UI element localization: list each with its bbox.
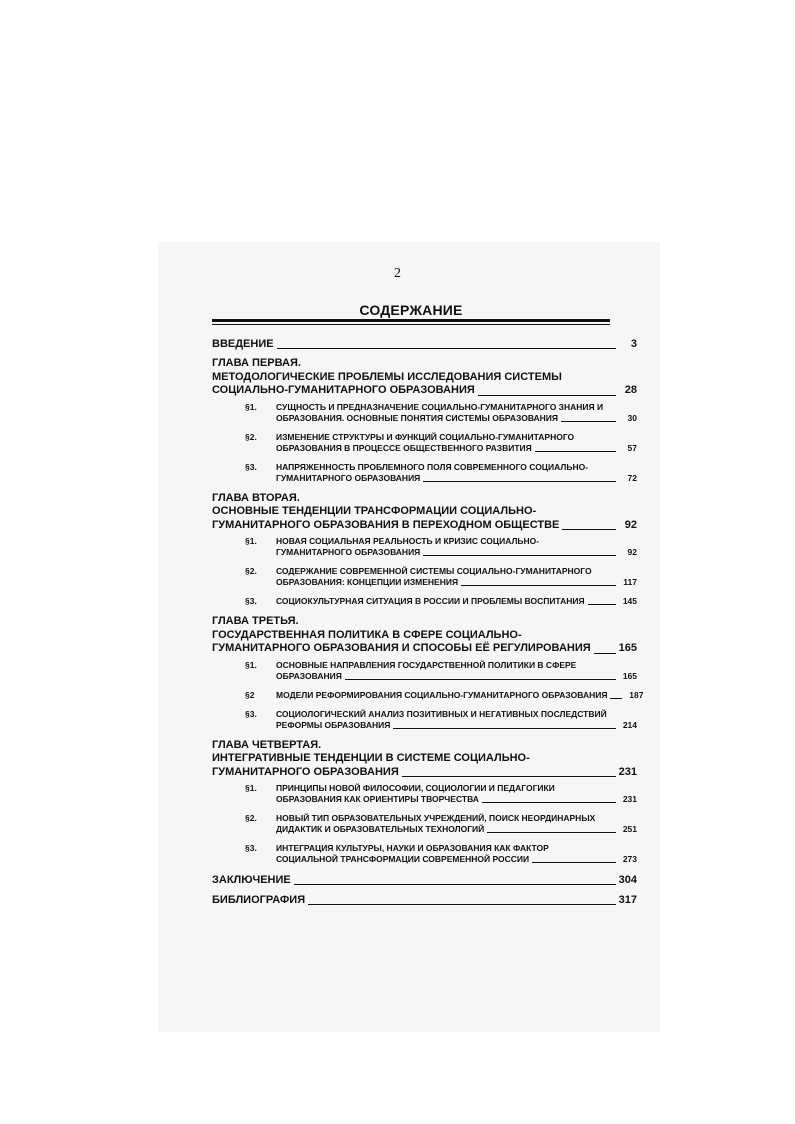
toc-section[interactable] [212, 660, 637, 682]
dot-leader [393, 728, 616, 729]
dot-leader [423, 555, 616, 556]
section-number: §2. [245, 431, 257, 442]
section-page: 231 [622, 794, 637, 804]
section-title-line: СОЦИОЛОГИЧЕСКИЙ АНАЛИЗ ПОЗИТИВНЫХ И НЕГАТИВНЫХ ПОСЛЕДСТВИЙ [276, 708, 607, 719]
toc-section[interactable] [212, 783, 637, 805]
section-page: 57 [627, 442, 637, 453]
chapter-title-line: МЕТОДОЛОГИЧЕСКИЕ ПРОБЛЕМЫ ИССЛЕДОВАНИЯ СИСТЕМЫ [212, 370, 562, 383]
section-title-line: НАПРЯЖЕННОСТЬ ПРОБЛЕМНОГО ПОЛЯ СОВРЕМЕННОГО СОЦИАЛЬНО- [276, 461, 589, 472]
dot-leader [402, 776, 616, 777]
section-title-line: ОБРАЗОВАНИЯ В ПРОЦЕССЕ ОБЩЕСТВЕННОГО РАЗВИТИЯ [276, 442, 532, 453]
toc-section[interactable] [212, 596, 637, 607]
section-page: 145 [622, 596, 637, 606]
toc-title: СОДЕРЖАНИЕ [359, 302, 463, 318]
entry-page: 304 [618, 874, 637, 886]
dot-leader [308, 904, 616, 905]
section-number: §1. [245, 536, 257, 546]
toc-chapter[interactable] [212, 357, 637, 398]
section-page: 273 [622, 854, 637, 864]
dot-leader [535, 451, 616, 452]
section-title-line: РЕФОРМЫ ОБРАЗОВАНИЯ [276, 719, 391, 730]
dot-leader [588, 604, 616, 605]
toc-section[interactable] [212, 566, 637, 588]
chapter-page: 92 [624, 518, 637, 531]
dot-leader [277, 348, 616, 349]
chapter-label: ГЛАВА ВТОРАЯ. [212, 491, 300, 504]
section-number: §3. [245, 843, 257, 853]
section-title-line: ИЗМЕНЕНИЕ СТРУКТУРЫ И ФУНКЦИЙ СОЦИАЛЬНО-ГУМАНИТАРНОГО [276, 431, 575, 442]
entry-page: 3 [630, 338, 637, 350]
section-title-line: ОБРАЗОВАНИЯ: КОНЦЕПЦИИ ИЗМЕНЕНИЯ [276, 577, 459, 587]
section-title-line: ОСНОВНЫЕ НАПРАВЛЕНИЯ ГОСУДАРСТВЕННОЙ ПОЛИТИКИ В СФЕРЕ [276, 659, 577, 670]
dot-leader [423, 481, 616, 482]
section-title-line: ДИДАКТИК И ОБРАЗОВАТЕЛЬНЫХ ТЕХНОЛОГИЙ [276, 824, 485, 834]
dot-leader [482, 802, 616, 803]
chapter-page: 165 [618, 642, 637, 654]
section-page: 117 [623, 577, 637, 587]
section-number: §3. [245, 596, 257, 606]
dot-leader [562, 529, 616, 530]
dot-leader [561, 421, 616, 422]
chapters-list [212, 357, 644, 865]
section-page: 214 [622, 719, 637, 730]
section-title-line: НОВАЯ СОЦИАЛЬНАЯ РЕАЛЬНОСТЬ И КРИЗИС СОЦИАЛЬНО- [276, 536, 540, 546]
section-title-line: СОЦИОКУЛЬТУРНАЯ СИТУАЦИЯ В РОССИИ И ПРОБЛЕМЫ ВОСПИТАНИЯ [276, 596, 585, 606]
section-page: 187 [629, 689, 644, 700]
section-title-line: ОБРАЗОВАНИЯ КАК ОРИЕНТИРЫ ТВОРЧЕСТВА [276, 794, 479, 804]
toc-chapter[interactable] [212, 615, 637, 656]
toc-section[interactable] [212, 813, 637, 835]
dot-leader [594, 653, 616, 654]
section-number: §1. [245, 401, 257, 412]
title-rule-thick [212, 319, 610, 322]
toc-section[interactable] [212, 432, 637, 454]
dot-leader [345, 679, 616, 680]
section-title-line: ИНТЕГРАЦИЯ КУЛЬТУРЫ, НАУКИ И ОБРАЗОВАНИЯ КАК ФАКТОР [276, 843, 549, 853]
section-number: §2. [245, 566, 257, 576]
dot-leader [478, 395, 616, 396]
section-title-line: ПРИНЦИПЫ НОВОЙ ФИЛОСОФИИ, СОЦИОЛОГИИ И ПЕДАГОГИКИ [276, 783, 555, 793]
dot-leader [487, 832, 616, 833]
chapter-title-line: ГУМАНИТАРНОГО ОБРАЗОВАНИЯ И СПОСОБЫ ЕЁ РЕГУЛИРОВАНИЯ [212, 642, 591, 654]
toc-section[interactable] [212, 462, 637, 484]
section-number: §1. [245, 783, 257, 793]
toc-entry-conclusion[interactable] [212, 873, 637, 887]
section-number: §2 [245, 689, 255, 700]
section-number: §3. [245, 708, 257, 719]
toc-section[interactable] [212, 689, 644, 701]
chapter-title-line: ИНТЕГРАТИВНЫЕ ТЕНДЕНЦИИ В СИСТЕМЕ СОЦИАЛЬНО- [212, 752, 530, 764]
section-title-line: ГУМАНИТАРНОГО ОБРАЗОВАНИЯ [276, 472, 421, 483]
chapter-label: ГЛАВА ЧЕТВЕРТАЯ. [212, 738, 322, 751]
entry-title: ВВЕДЕНИЕ [212, 338, 274, 350]
chapter-page: 28 [624, 384, 637, 396]
section-number: §3. [245, 461, 257, 472]
section-title-line: СОДЕРЖАНИЕ СОВРЕМЕННОЙ СИСТЕМЫ СОЦИАЛЬНО-ГУМАНИТАРНОГО [276, 566, 592, 576]
toc-chapter[interactable] [212, 739, 637, 780]
chapter-title-line: ГОСУДАРСТВЕННАЯ ПОЛИТИКА В СФЕРЕ СОЦИАЛЬНО- [212, 628, 522, 641]
chapter-page: 231 [618, 765, 637, 778]
chapter-title-line: ОСНОВНЫЕ ТЕНДЕНЦИИ ТРАНСФОРМАЦИИ СОЦИАЛЬНО- [212, 505, 537, 517]
dot-leader [610, 698, 622, 699]
section-number: §1. [245, 659, 257, 670]
chapter-title-line: СОЦИАЛЬНО-ГУМАНИТАРНОГО ОБРАЗОВАНИЯ [212, 384, 475, 396]
dot-leader [532, 862, 616, 863]
dot-leader [294, 884, 616, 885]
section-page: 251 [622, 824, 637, 834]
section-page: 92 [627, 547, 637, 557]
section-title-line: СУЩНОСТЬ И ПРЕДНАЗНАЧЕНИЕ СОЦИАЛЬНО-ГУМАНИТАРНОГО ЗНАНИЯ И [276, 401, 604, 412]
section-page: 30 [627, 412, 637, 423]
toc-entry-intro[interactable] [212, 337, 637, 351]
section-title-line: СОЦИАЛЬНОЙ ТРАНСФОРМАЦИИ СОВРЕМЕННОЙ РОССИИ [276, 854, 530, 864]
page-number: 2 [394, 266, 401, 281]
section-title-line: НОВЫЙ ТИП ОБРАЗОВАТЕЛЬНЫХ УЧРЕЖДЕНИЙ, ПОИСК НЕОРДИНАРНЫХ [276, 813, 596, 823]
toc-section[interactable] [212, 843, 637, 865]
chapter-title-line: ГУМАНИТАРНОГО ОБРАЗОВАНИЯ В ПЕРЕХОДНОМ ОБЩЕСТВЕ [212, 518, 560, 531]
section-title-line: МОДЕЛИ РЕФОРМИРОВАНИЯ СОЦИАЛЬНО-ГУМАНИТАРНОГО ОБРАЗОВАНИЯ [276, 689, 608, 700]
section-page: 165 [622, 670, 637, 681]
chapter-label: ГЛАВА ПЕРВАЯ. [212, 357, 301, 369]
section-number: §2. [245, 813, 257, 823]
title-rule-thin [212, 324, 610, 325]
toc-section[interactable] [212, 536, 637, 558]
dot-leader [461, 585, 616, 586]
chapter-label: ГЛАВА ТРЕТЬЯ. [212, 615, 299, 627]
chapter-title-line: ГУМАНИТАРНОГО ОБРАЗОВАНИЯ [212, 765, 399, 778]
toc-entry-bibliography[interactable] [212, 893, 637, 907]
table-of-contents [212, 337, 644, 913]
toc-chapter[interactable] [212, 492, 637, 533]
entry-title: БИБЛИОГРАФИЯ [212, 894, 306, 906]
entry-title: ЗАКЛЮЧЕНИЕ [212, 874, 291, 886]
section-title-line: ОБРАЗОВАНИЯ. ОСНОВНЫЕ ПОНЯТИЯ СИСТЕМЫ ОБРАЗОВАНИЯ [276, 412, 559, 423]
toc-section[interactable] [212, 402, 637, 424]
section-page: 72 [627, 472, 637, 483]
section-title-line: ОБРАЗОВАНИЯ [276, 670, 342, 681]
entry-page: 317 [618, 894, 637, 906]
section-title-line: ГУМАНИТАРНОГО ОБРАЗОВАНИЯ [276, 547, 421, 557]
toc-section[interactable] [212, 709, 637, 731]
